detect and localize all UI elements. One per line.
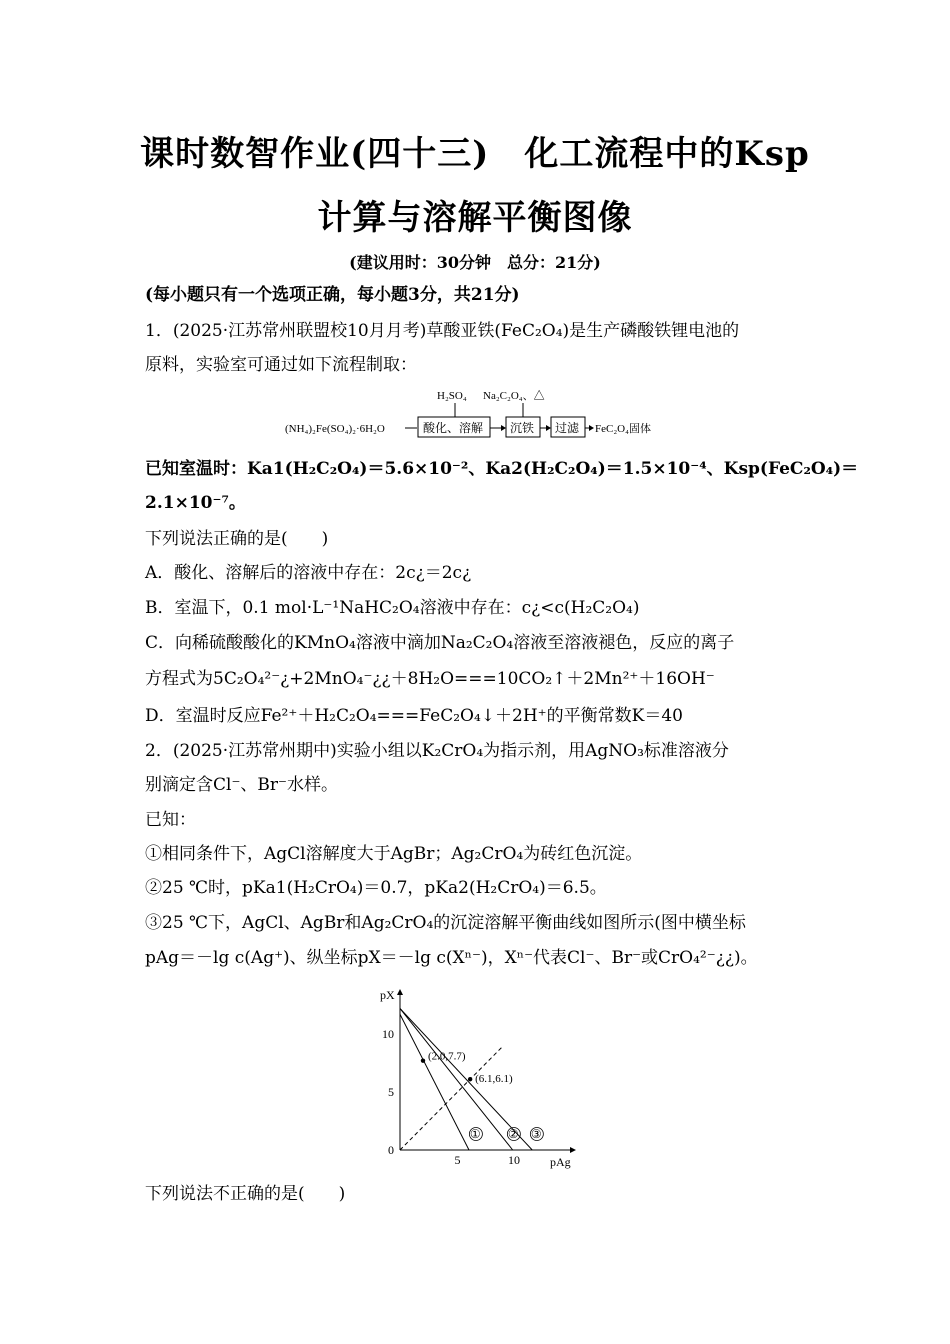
q1-option-b: B．室温下，0.1 mol·L⁻¹NaHC₂O₄溶液中存在：c¿<c(H₂C₂O₄) — [145, 598, 640, 618]
q1-known-line1: 已知室温时：Ka1(H₂C₂O₄)＝5.6×10⁻²、Ka2(H₂C₂O₄)＝1.5×10⁻⁴、Ksp(FeC₂O₄)＝ — [145, 459, 859, 479]
flow-reagent2: Na₂C₂O₄、△ — [483, 390, 545, 402]
page-title-line2: 计算与溶解平衡图像 — [317, 198, 633, 238]
page-title: 课时数智作业(四十三) 化工流程中的Ksp — [140, 134, 810, 174]
flow-step2: 沉铁 — [510, 421, 535, 435]
x-axis-arrow — [570, 1147, 576, 1153]
q1-stem-line1: 1．(2025·江苏常州联盟校10月月考)草酸亚铁(FeC₂O₄)是生产磷酸铁锂电池的 — [145, 321, 740, 341]
y-tick-label: 5 — [388, 1085, 394, 1099]
y-tick-label: 10 — [382, 1027, 394, 1041]
flow-start: (NH₄)₂Fe(SO₄)₂·6H₂O — [285, 423, 385, 435]
flow-product: FeC₂O₄固体 — [595, 423, 651, 435]
data-point-label: (2.0,7.7) — [428, 1050, 466, 1063]
solubility-chart — [370, 985, 585, 1170]
q1-option-a: A．酸化、溶解后的溶液中存在：2c¿＝2c¿ — [145, 563, 472, 583]
curve-label: ② — [507, 1127, 519, 1141]
y-axis-arrow — [397, 989, 403, 995]
q2-known1: ①相同条件下，AgCl溶解度大于AgBr；Ag₂CrO₄为砖红色沉淀。 — [145, 844, 643, 864]
q1-option-d: D．室温时反应Fe²⁺＋H₂C₂O₄===FeC₂O₄↓＋2H⁺的平衡常数K＝40 — [145, 706, 683, 726]
curve-label: ① — [469, 1127, 481, 1141]
curve-label: ③ — [530, 1127, 542, 1141]
instructions: (每小题只有一个选项正确，每小题3分，共21分) — [145, 285, 520, 305]
y-axis-label: pX — [380, 988, 395, 1002]
q2-stem-line2: 别滴定含Cl⁻、Br⁻水样。 — [145, 775, 339, 795]
q2-known3-line1: ③25 ℃下，AgCl、AgBr和Ag₂CrO₄的沉淀溶解平衡曲线如图所示(图中横坐标 — [145, 913, 746, 933]
q2-known2: ②25 ℃时，pKa1(H₂CrO₄)＝0.7，pKa2(H₂CrO₄)＝6.5。 — [145, 878, 607, 898]
q2-known-label: 已知： — [145, 810, 196, 830]
data-point-label: (6.1,6.1) — [475, 1073, 513, 1086]
q1-option-c-line2: 方程式为5C₂O₄²⁻¿+2MnO₄⁻¿¿＋8H₂O===10CO₂↑＋2Mn²⁺＋16OH⁻ — [145, 669, 715, 689]
q2-stem-line1: 2．(2025·江苏常州期中)实验小组以K₂CrO₄为指示剂，用AgNO₃标准溶液分 — [145, 741, 729, 761]
origin-tick-label: 0 — [388, 1143, 394, 1157]
flow-reagent1: H₂SO₄ — [437, 390, 467, 402]
time-info: (建议用时：30分钟 总分：21分) — [349, 253, 601, 272]
x-tick-label: 10 — [508, 1153, 520, 1167]
x-tick-label: 5 — [454, 1153, 461, 1167]
x-axis-label: pAg — [550, 1155, 571, 1169]
q2-ask: 下列说法不正确的是( ) — [145, 1184, 346, 1204]
flow-step1: 酸化、溶解 — [423, 421, 484, 435]
q1-option-c-line1: C．向稀硫酸酸化的KMnO₄溶液中滴加Na₂C₂O₄溶液至溶液褪色，反应的离子 — [145, 633, 735, 653]
q1-stem-line2: 原料，实验室可通过如下流程制取： — [145, 355, 417, 375]
data-point-1 — [421, 1058, 425, 1062]
flow-step3: 过滤 — [555, 421, 580, 435]
q2-known3-line2: pAg＝－lg c(Ag⁺)、纵坐标pX＝－lg c(Xⁿ⁻)，Xⁿ⁻代表Cl⁻、Br⁻或CrO₄²⁻¿¿)。 — [145, 948, 758, 968]
data-point-2 — [468, 1077, 472, 1081]
q1-ask: 下列说法正确的是( ) — [145, 529, 329, 549]
q1-known-line2: 2.1×10⁻⁷。 — [145, 493, 246, 513]
process-flow-diagram — [285, 385, 685, 441]
